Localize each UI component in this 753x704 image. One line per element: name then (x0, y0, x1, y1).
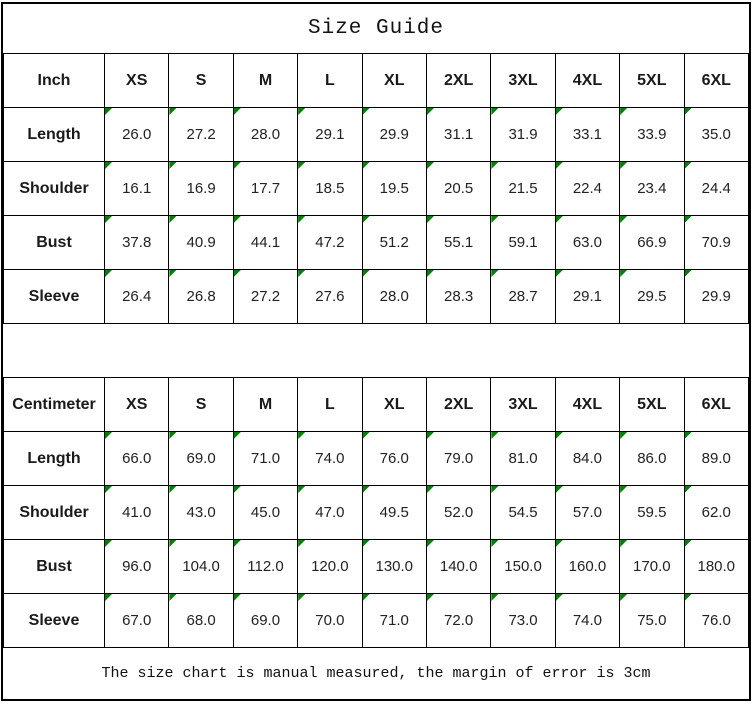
size-value-cell (555, 432, 619, 486)
cell-flag-triangle-icon (298, 108, 305, 115)
size-value: 74.0 (315, 450, 345, 467)
size-value: 76.0 (701, 612, 731, 629)
size-col-header: 6XL (684, 54, 748, 108)
row-label: Shoulder (4, 162, 105, 216)
cell-flag-triangle-icon (298, 540, 305, 547)
size-value-cell (555, 540, 619, 594)
cell-flag-triangle-icon (427, 270, 434, 277)
size-value: 70.9 (701, 234, 731, 251)
size-value: 54.5 (508, 504, 538, 521)
size-value: 22.4 (572, 180, 603, 197)
size-value-cell (298, 108, 362, 162)
size-value-cell (298, 270, 362, 324)
cell-flag-triangle-icon (427, 216, 434, 223)
size-value-cell (105, 432, 169, 486)
size-value: 68.0 (186, 612, 216, 629)
size-value: 47.2 (315, 234, 345, 251)
size-value-cell (426, 594, 490, 648)
size-value: 160.0 (568, 558, 607, 575)
size-value-cell (298, 486, 362, 540)
size-value-cell (169, 594, 233, 648)
cell-flag-triangle-icon (620, 162, 627, 169)
size-col-header: S (169, 54, 233, 108)
size-value-cell (491, 216, 555, 270)
size-value-cell (684, 540, 748, 594)
size-value-cell (620, 216, 684, 270)
size-value-cell (362, 486, 426, 540)
size-value-cell (684, 270, 748, 324)
size-value-cell (620, 162, 684, 216)
size-value: 69.0 (250, 612, 281, 629)
size-col-header: XS (105, 378, 169, 432)
cell-flag-triangle-icon (620, 540, 627, 547)
cell-flag-triangle-icon (169, 594, 176, 601)
size-value: 28.3 (444, 288, 474, 305)
measurement-row (4, 108, 749, 162)
size-value: 76.0 (379, 450, 409, 467)
cell-flag-triangle-icon (169, 162, 176, 169)
size-value: 47.0 (315, 504, 345, 521)
size-value-cell (298, 162, 362, 216)
size-value: 26.4 (122, 288, 152, 305)
size-value-cell (233, 594, 297, 648)
cell-flag-triangle-icon (298, 216, 305, 223)
size-value: 28.7 (508, 288, 538, 305)
size-value-cell (105, 108, 169, 162)
cell-flag-triangle-icon (363, 432, 370, 439)
cell-flag-triangle-icon (105, 486, 112, 493)
size-value-cell (169, 540, 233, 594)
size-value: 130.0 (375, 558, 414, 575)
size-value: 67.0 (122, 612, 152, 629)
cell-flag-triangle-icon (427, 432, 434, 439)
cell-flag-triangle-icon (427, 486, 434, 493)
size-value-cell (555, 216, 619, 270)
cell-flag-triangle-icon (105, 594, 112, 601)
cell-flag-triangle-icon (491, 432, 498, 439)
cell-flag-triangle-icon (491, 270, 498, 277)
cell-flag-triangle-icon (427, 162, 434, 169)
cell-flag-triangle-icon (491, 594, 498, 601)
size-value-cell (298, 540, 362, 594)
cell-flag-triangle-icon (234, 594, 241, 601)
size-value: 69.0 (186, 450, 216, 467)
size-value: 84.0 (572, 450, 603, 467)
cell-flag-triangle-icon (363, 594, 370, 601)
size-value-cell (233, 486, 297, 540)
size-value: 66.0 (122, 450, 152, 467)
size-value-cell (169, 108, 233, 162)
size-value-cell (620, 432, 684, 486)
size-value: 21.5 (508, 180, 538, 197)
cell-flag-triangle-icon (234, 216, 241, 223)
size-value-cell (491, 432, 555, 486)
size-value-cell (620, 270, 684, 324)
size-value: 18.5 (315, 180, 345, 197)
row-label: Length (4, 108, 105, 162)
cell-flag-triangle-icon (556, 108, 563, 115)
cell-flag-triangle-icon (363, 270, 370, 277)
size-value: 51.2 (379, 234, 409, 251)
page-title: Size Guide (307, 17, 445, 40)
size-value-cell (362, 432, 426, 486)
size-value: 19.5 (379, 180, 409, 197)
size-value-cell (555, 486, 619, 540)
cell-flag-triangle-icon (105, 162, 112, 169)
size-value-cell (105, 216, 169, 270)
cell-flag-triangle-icon (556, 216, 563, 223)
size-value: 70.0 (315, 612, 345, 629)
size-value-cell (426, 432, 490, 486)
size-col-header: XS (105, 54, 169, 108)
cell-flag-triangle-icon (234, 270, 241, 277)
size-value-cell (426, 540, 490, 594)
cell-flag-triangle-icon (685, 594, 692, 601)
cell-flag-triangle-icon (685, 216, 692, 223)
cell-flag-triangle-icon (363, 486, 370, 493)
size-value: 16.1 (122, 180, 152, 197)
size-value: 26.8 (186, 288, 216, 305)
size-value-cell (233, 432, 297, 486)
size-value: 31.1 (444, 126, 474, 143)
cell-flag-triangle-icon (298, 486, 305, 493)
size-value-cell (426, 108, 490, 162)
size-value-cell (298, 594, 362, 648)
size-value: 27.2 (250, 288, 281, 305)
size-value-cell (620, 108, 684, 162)
row-label: Bust (4, 540, 105, 594)
size-value-cell (684, 594, 748, 648)
cell-flag-triangle-icon (556, 594, 563, 601)
measurement-row (4, 486, 749, 540)
size-value-cell (491, 108, 555, 162)
size-col-header: 3XL (491, 54, 555, 108)
cell-flag-triangle-icon (169, 216, 176, 223)
size-col-header: 2XL (426, 54, 490, 108)
size-value: 29.1 (572, 288, 603, 305)
cell-flag-triangle-icon (556, 162, 563, 169)
size-value: 43.0 (186, 504, 216, 521)
cell-flag-triangle-icon (427, 540, 434, 547)
size-value-cell (426, 270, 490, 324)
size-value-cell (555, 270, 619, 324)
cell-flag-triangle-icon (298, 270, 305, 277)
cell-flag-triangle-icon (169, 108, 176, 115)
size-value-cell (491, 594, 555, 648)
size-value: 27.2 (186, 126, 216, 143)
size-value-cell (105, 270, 169, 324)
size-col-header: 3XL (491, 378, 555, 432)
size-value-cell (233, 270, 297, 324)
size-value-cell (233, 108, 297, 162)
size-value-cell (233, 540, 297, 594)
cell-flag-triangle-icon (169, 486, 176, 493)
size-value-cell (684, 486, 748, 540)
size-value: 74.0 (572, 612, 603, 629)
cell-flag-triangle-icon (298, 594, 305, 601)
size-col-header: XL (362, 54, 426, 108)
size-value: 28.0 (379, 288, 409, 305)
measurement-row (4, 216, 749, 270)
size-value: 37.8 (122, 234, 152, 251)
measurement-row (4, 594, 749, 648)
size-value-cell (298, 432, 362, 486)
centimeter-size-table (3, 377, 749, 648)
cell-flag-triangle-icon (298, 162, 305, 169)
size-value: 180.0 (697, 558, 736, 575)
cell-flag-triangle-icon (234, 540, 241, 547)
cell-flag-triangle-icon (491, 162, 498, 169)
size-value-cell (620, 594, 684, 648)
cell-flag-triangle-icon (363, 162, 370, 169)
size-value: 33.1 (572, 126, 603, 143)
row-label: Sleeve (4, 594, 105, 648)
size-value: 86.0 (637, 450, 667, 467)
size-value: 57.0 (572, 504, 603, 521)
measurement-row (4, 162, 749, 216)
cell-flag-triangle-icon (363, 108, 370, 115)
size-value: 23.4 (637, 180, 667, 197)
size-col-header: 2XL (426, 378, 490, 432)
size-value: 33.9 (637, 126, 667, 143)
cell-flag-triangle-icon (234, 108, 241, 115)
size-value-cell (684, 432, 748, 486)
size-value-cell (169, 486, 233, 540)
size-value: 120.0 (311, 558, 349, 575)
size-col-header: 5XL (620, 54, 684, 108)
cell-flag-triangle-icon (234, 432, 241, 439)
size-value-cell (169, 432, 233, 486)
cell-flag-triangle-icon (298, 432, 305, 439)
size-value: 35.0 (701, 126, 731, 143)
size-value: 112.0 (247, 558, 284, 575)
size-value: 55.1 (444, 234, 474, 251)
size-value-cell (362, 162, 426, 216)
size-header-row (4, 378, 749, 432)
size-value: 40.9 (186, 234, 216, 251)
size-value-cell (169, 162, 233, 216)
footer-note: The size chart is manual measured, the margin of error is 3cm (101, 665, 651, 682)
size-value: 31.9 (508, 126, 538, 143)
size-value: 29.5 (637, 288, 667, 305)
size-value-cell (169, 216, 233, 270)
measurement-row (4, 432, 749, 486)
size-value-cell (105, 540, 169, 594)
cell-flag-triangle-icon (491, 540, 498, 547)
size-value: 104.0 (182, 558, 220, 575)
size-value: 89.0 (701, 450, 731, 467)
size-value: 72.0 (444, 612, 474, 629)
size-value: 41.0 (122, 504, 152, 521)
size-value-cell (169, 270, 233, 324)
cell-flag-triangle-icon (169, 540, 176, 547)
size-header-row (4, 54, 749, 108)
size-value: 150.0 (504, 558, 542, 575)
row-label: Bust (4, 216, 105, 270)
cell-flag-triangle-icon (491, 486, 498, 493)
unit-label: Inch (4, 54, 105, 108)
size-value: 170.0 (633, 558, 671, 575)
size-col-header: L (298, 378, 362, 432)
row-label: Length (4, 432, 105, 486)
cell-flag-triangle-icon (685, 486, 692, 493)
unit-label: Centimeter (4, 378, 105, 432)
size-value-cell (620, 540, 684, 594)
size-value-cell (362, 594, 426, 648)
size-value-cell (426, 486, 490, 540)
size-value-cell (298, 216, 362, 270)
cell-flag-triangle-icon (427, 108, 434, 115)
cell-flag-triangle-icon (363, 540, 370, 547)
size-value: 29.9 (701, 288, 731, 305)
cell-flag-triangle-icon (685, 540, 692, 547)
cell-flag-triangle-icon (620, 486, 627, 493)
size-value: 59.1 (508, 234, 538, 251)
size-value: 62.0 (701, 504, 731, 521)
cell-flag-triangle-icon (105, 216, 112, 223)
size-value-cell (684, 108, 748, 162)
size-value: 27.6 (315, 288, 345, 305)
cell-flag-triangle-icon (556, 540, 563, 547)
size-col-header: 5XL (620, 378, 684, 432)
size-value: 20.5 (444, 180, 474, 197)
size-value-cell (684, 216, 748, 270)
size-value: 52.0 (444, 504, 474, 521)
cell-flag-triangle-icon (169, 270, 176, 277)
size-value: 96.0 (122, 558, 152, 575)
cell-flag-triangle-icon (620, 216, 627, 223)
size-col-header: M (233, 378, 297, 432)
size-value-cell (555, 108, 619, 162)
cell-flag-triangle-icon (620, 108, 627, 115)
size-col-header: M (233, 54, 297, 108)
size-value: 79.0 (444, 450, 474, 467)
size-value: 75.0 (637, 612, 667, 629)
size-value: 26.0 (122, 126, 152, 143)
cell-flag-triangle-icon (105, 270, 112, 277)
size-value-cell (426, 162, 490, 216)
size-value: 63.0 (572, 234, 603, 251)
cell-flag-triangle-icon (620, 432, 627, 439)
size-value: 140.0 (439, 558, 478, 575)
size-value: 24.4 (701, 180, 731, 197)
size-value-cell (491, 162, 555, 216)
size-value-cell (362, 270, 426, 324)
cell-flag-triangle-icon (685, 108, 692, 115)
size-col-header: 6XL (684, 378, 748, 432)
cell-flag-triangle-icon (105, 432, 112, 439)
size-value-cell (105, 162, 169, 216)
row-label: Shoulder (4, 486, 105, 540)
measurement-row (4, 270, 749, 324)
cell-flag-triangle-icon (427, 594, 434, 601)
cell-flag-triangle-icon (685, 270, 692, 277)
size-value: 45.0 (250, 504, 281, 521)
table-spacer (3, 324, 749, 377)
size-value-cell (362, 216, 426, 270)
size-guide-sheet (1, 2, 751, 701)
cell-flag-triangle-icon (105, 540, 112, 547)
size-value: 28.0 (250, 126, 281, 143)
cell-flag-triangle-icon (556, 432, 563, 439)
cell-flag-triangle-icon (363, 216, 370, 223)
size-value-cell (362, 108, 426, 162)
cell-flag-triangle-icon (556, 486, 563, 493)
cell-flag-triangle-icon (685, 432, 692, 439)
cell-flag-triangle-icon (234, 486, 241, 493)
size-value: 17.7 (250, 180, 281, 197)
measurement-row (4, 540, 749, 594)
size-value: 81.0 (508, 450, 538, 467)
cell-flag-triangle-icon (556, 270, 563, 277)
size-value: 71.0 (250, 450, 281, 467)
size-value: 59.5 (637, 504, 667, 521)
size-value-cell (105, 486, 169, 540)
size-value: 16.9 (186, 180, 216, 197)
size-value-cell (620, 486, 684, 540)
size-value-cell (491, 540, 555, 594)
cell-flag-triangle-icon (234, 162, 241, 169)
size-value-cell (105, 594, 169, 648)
size-value: 49.5 (379, 504, 409, 521)
size-value-cell (233, 216, 297, 270)
size-value-cell (555, 594, 619, 648)
size-col-header: S (169, 378, 233, 432)
size-col-header: XL (362, 378, 426, 432)
cell-flag-triangle-icon (620, 594, 627, 601)
size-value-cell (555, 162, 619, 216)
size-value-cell (491, 486, 555, 540)
inch-size-table (3, 53, 749, 324)
size-value: 73.0 (508, 612, 538, 629)
size-value: 71.0 (379, 612, 409, 629)
cell-flag-triangle-icon (491, 216, 498, 223)
cell-flag-triangle-icon (105, 108, 112, 115)
cell-flag-triangle-icon (491, 108, 498, 115)
size-col-header: L (298, 54, 362, 108)
size-value: 29.1 (315, 126, 345, 143)
size-value-cell (362, 540, 426, 594)
cell-flag-triangle-icon (620, 270, 627, 277)
size-value-cell (491, 270, 555, 324)
size-value-cell (426, 216, 490, 270)
cell-flag-triangle-icon (685, 162, 692, 169)
size-value-cell (233, 162, 297, 216)
size-col-header: 4XL (555, 378, 619, 432)
size-value: 66.9 (637, 234, 667, 251)
cell-flag-triangle-icon (169, 432, 176, 439)
size-col-header: 4XL (555, 54, 619, 108)
size-value-cell (684, 162, 748, 216)
size-value: 44.1 (250, 234, 281, 251)
row-label: Sleeve (4, 270, 105, 324)
size-value: 29.9 (379, 126, 409, 143)
